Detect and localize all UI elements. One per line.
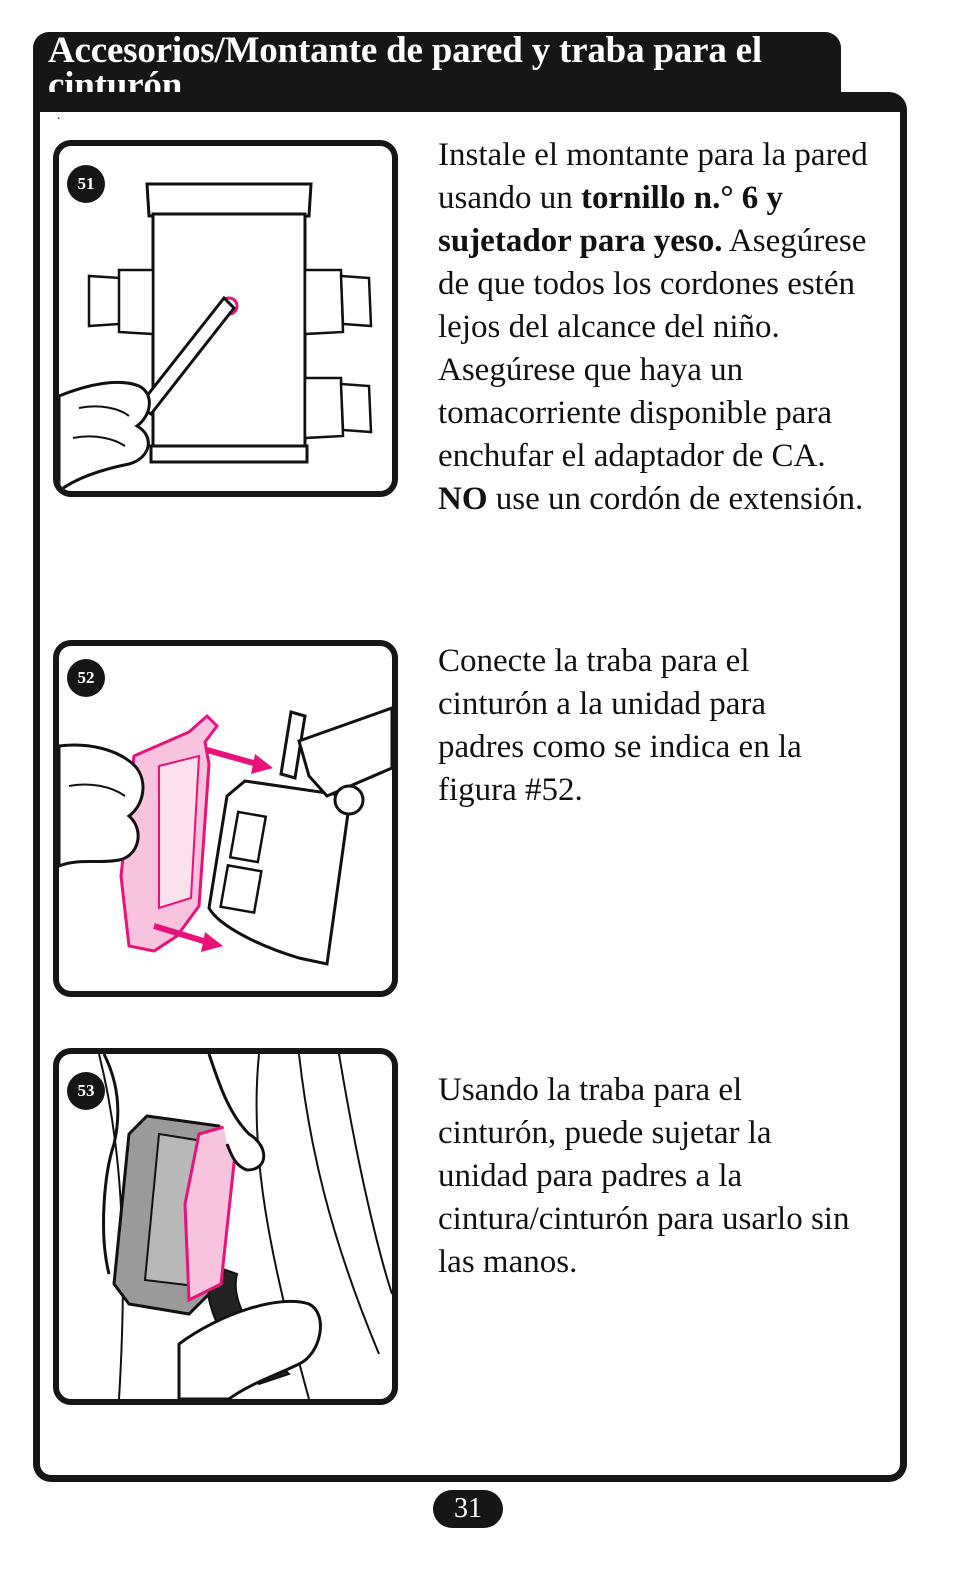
- step-51-text-bold: tornillo n.° 6 y sujetador para yeso.: [438, 180, 784, 259]
- step-52-text: Conecte la traba para el cinturón a la unidad para padres como se indica en la figura #52.: [438, 643, 802, 808]
- step-51-text-c: use un cordón de extensión.: [487, 481, 864, 517]
- figure-51-wall-mount: [53, 140, 398, 497]
- step-51-text-no: NO: [438, 481, 488, 517]
- step-badge-53: 53: [67, 1072, 105, 1110]
- step-53-text: Usando la traba para el cinturón, puede sujetar la unidad para padres a la cintura/cinturón para usarlo sin las manos.: [438, 1072, 850, 1280]
- step-badge-52: 52: [67, 659, 105, 697]
- wall-mount-illustration: [59, 146, 392, 491]
- page-title: Accesorios/Montante de pared y traba para el cinturón: [48, 30, 762, 106]
- step-51-text-b: Asegúrese de que todos los cordones estén lejos del alcance del niño. Asegúrese que haya un tomacorriente disponible para enchufar el adaptador de CA.: [438, 223, 867, 474]
- figure-52-belt-clip-attach: [53, 640, 398, 997]
- belt-worn-illustration: [59, 1054, 392, 1399]
- page-number: 31: [433, 1490, 503, 1528]
- step-badge-51: 51: [67, 165, 105, 203]
- figure-53-belt-worn: [53, 1048, 398, 1405]
- belt-clip-attach-illustration: [59, 646, 392, 991]
- step-51-text: [438, 134, 878, 521]
- stray-dot: .: [57, 108, 61, 123]
- step-51-text-a: Instale el montante para la pared usando un: [438, 137, 868, 216]
